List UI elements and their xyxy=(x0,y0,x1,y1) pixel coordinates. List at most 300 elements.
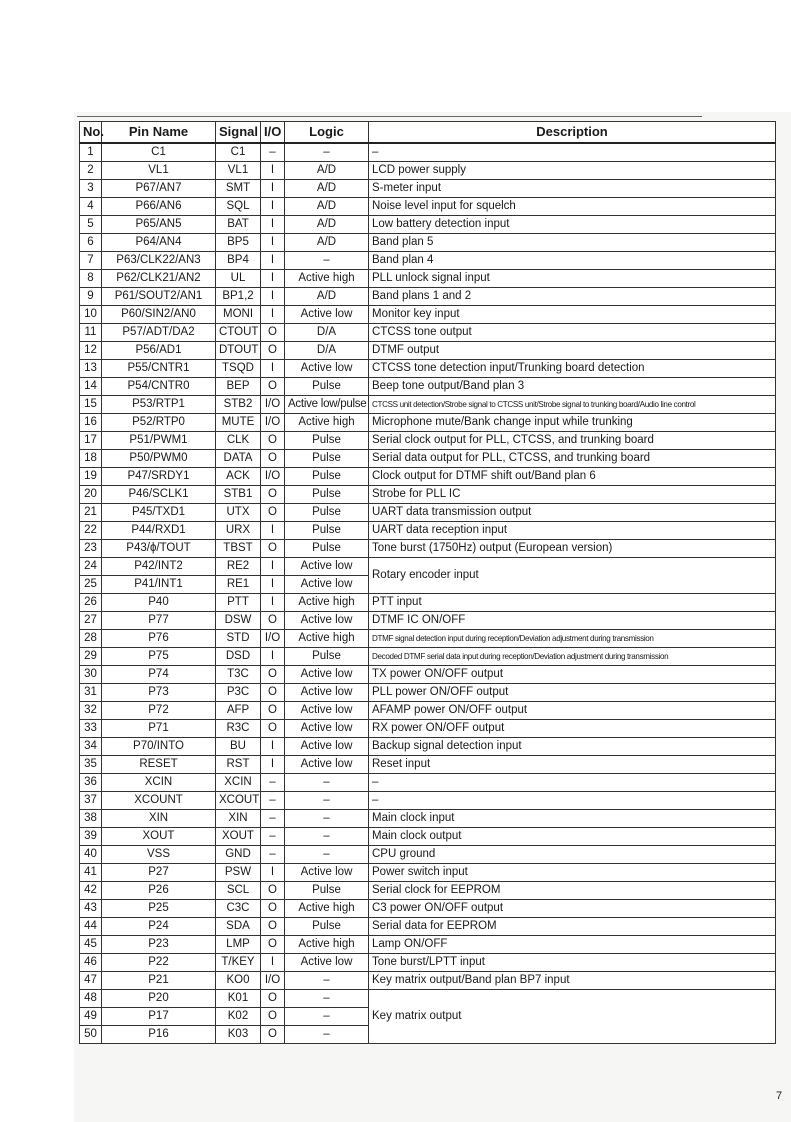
pin-description: Strobe for PLL IC xyxy=(369,486,776,504)
pin-signal: XIN xyxy=(216,810,261,828)
pin-no: 36 xyxy=(80,774,102,792)
pin-signal: BEP xyxy=(216,378,261,396)
table-row xyxy=(80,702,776,720)
header-description: Description xyxy=(369,122,776,144)
pin-name: P16 xyxy=(102,1026,216,1044)
pin-no: 18 xyxy=(80,450,102,468)
pin-description: C3 power ON/OFF output xyxy=(369,900,776,918)
pin-signal: BAT xyxy=(216,216,261,234)
pin-logic: Active low xyxy=(285,684,369,702)
pin-io: I xyxy=(261,864,285,882)
table-row xyxy=(80,936,776,954)
pin-logic: – xyxy=(285,792,369,810)
pin-description: Main clock input xyxy=(369,810,776,828)
pin-no: 2 xyxy=(80,162,102,180)
pin-logic: Active low xyxy=(285,360,369,378)
pin-no: 23 xyxy=(80,540,102,558)
pin-description: PLL power ON/OFF output xyxy=(369,684,776,702)
pin-io: I xyxy=(261,558,285,576)
pin-logic: D/A xyxy=(285,342,369,360)
pin-name: P56/AD1 xyxy=(102,342,216,360)
pin-no: 5 xyxy=(80,216,102,234)
pin-signal: UL xyxy=(216,270,261,288)
pin-description: CTCSS tone detection input/Trunking board detection xyxy=(369,360,776,378)
pin-name: P23 xyxy=(102,936,216,954)
table-row xyxy=(80,432,776,450)
pin-description: Band plans 1 and 2 xyxy=(369,288,776,306)
pin-description: – xyxy=(369,143,776,162)
pin-description: Key matrix output/Band plan BP7 input xyxy=(369,972,776,990)
pin-io: I/O xyxy=(261,468,285,486)
pin-description: Low battery detection input xyxy=(369,216,776,234)
pin-signal: MONI xyxy=(216,306,261,324)
pin-logic: A/D xyxy=(285,162,369,180)
pin-io: I xyxy=(261,756,285,774)
pin-logic: – xyxy=(285,846,369,864)
pin-no: 3 xyxy=(80,180,102,198)
table-row xyxy=(80,990,776,1008)
pin-signal: C3C xyxy=(216,900,261,918)
table-row xyxy=(80,324,776,342)
pin-no: 44 xyxy=(80,918,102,936)
pin-io: I xyxy=(261,648,285,666)
pin-description: Noise level input for squelch xyxy=(369,198,776,216)
pin-io: O xyxy=(261,378,285,396)
pin-logic: Active low xyxy=(285,306,369,324)
table-row xyxy=(80,900,776,918)
table-row xyxy=(80,774,776,792)
table-row xyxy=(80,954,776,972)
table-row xyxy=(80,216,776,234)
pin-name: P65/AN5 xyxy=(102,216,216,234)
pin-signal: STD xyxy=(216,630,261,648)
pin-signal: PSW xyxy=(216,864,261,882)
table-row xyxy=(80,486,776,504)
pin-io: O xyxy=(261,540,285,558)
pin-description: UART data reception input xyxy=(369,522,776,540)
pin-name: P26 xyxy=(102,882,216,900)
pin-description: DTMF IC ON/OFF xyxy=(369,612,776,630)
pin-no: 9 xyxy=(80,288,102,306)
pin-io: I xyxy=(261,198,285,216)
pin-name: P76 xyxy=(102,630,216,648)
pin-name: P41/INT1 xyxy=(102,576,216,594)
table-row xyxy=(80,594,776,612)
pin-name: P44/RXD1 xyxy=(102,522,216,540)
pin-signal: C1 xyxy=(216,143,261,162)
pin-no: 34 xyxy=(80,738,102,756)
pin-no: 14 xyxy=(80,378,102,396)
pin-signal: TSQD xyxy=(216,360,261,378)
pin-io: O xyxy=(261,882,285,900)
pin-name: P75 xyxy=(102,648,216,666)
pin-logic: Active low/pulse xyxy=(285,396,369,414)
pin-description: Microphone mute/Bank change input while trunking xyxy=(369,414,776,432)
pin-description: RX power ON/OFF output xyxy=(369,720,776,738)
pin-signal: ACK xyxy=(216,468,261,486)
pin-name: P22 xyxy=(102,954,216,972)
table-row xyxy=(80,414,776,432)
table-row xyxy=(80,504,776,522)
pin-logic: A/D xyxy=(285,180,369,198)
header-pin-name: Pin Name xyxy=(102,122,216,144)
pin-no: 47 xyxy=(80,972,102,990)
pin-description: Band plan 4 xyxy=(369,252,776,270)
pin-io: I xyxy=(261,180,285,198)
pin-name: P73 xyxy=(102,684,216,702)
pin-logic: – xyxy=(285,1008,369,1026)
pin-io: O xyxy=(261,504,285,522)
pin-name: P62/CLK21/AN2 xyxy=(102,270,216,288)
pin-no: 26 xyxy=(80,594,102,612)
pin-description: Decoded DTMF serial data input during reception/Deviation adjustment during transmission xyxy=(369,648,776,666)
pin-logic: A/D xyxy=(285,198,369,216)
pin-description: – xyxy=(369,792,776,810)
pin-no: 7 xyxy=(80,252,102,270)
pin-logic: A/D xyxy=(285,234,369,252)
pin-name: XCIN xyxy=(102,774,216,792)
pin-name: P54/CNTR0 xyxy=(102,378,216,396)
pin-signal: GND xyxy=(216,846,261,864)
pin-no: 27 xyxy=(80,612,102,630)
pin-name: P50/PWM0 xyxy=(102,450,216,468)
pin-name: P77 xyxy=(102,612,216,630)
top-rule xyxy=(77,116,702,117)
pin-no: 25 xyxy=(80,576,102,594)
pin-io: I xyxy=(261,576,285,594)
pin-description: DTMF signal detection input during reception/Deviation adjustment during transmission xyxy=(369,630,776,648)
pin-no: 35 xyxy=(80,756,102,774)
pin-description: UART data transmission output xyxy=(369,504,776,522)
pin-signal: URX xyxy=(216,522,261,540)
pin-name: P63/CLK22/AN3 xyxy=(102,252,216,270)
pin-io: I xyxy=(261,954,285,972)
table-row xyxy=(80,864,776,882)
pin-signal: RE1 xyxy=(216,576,261,594)
table-row xyxy=(80,198,776,216)
pin-name: XIN xyxy=(102,810,216,828)
pin-no: 50 xyxy=(80,1026,102,1044)
pin-io: – xyxy=(261,792,285,810)
pin-logic: Active low xyxy=(285,612,369,630)
pin-signal: DSW xyxy=(216,612,261,630)
pin-signal: BU xyxy=(216,738,261,756)
pin-io: – xyxy=(261,810,285,828)
pin-no: 45 xyxy=(80,936,102,954)
pin-io: I xyxy=(261,234,285,252)
pin-logic: Active low xyxy=(285,954,369,972)
pin-description: Clock output for DTMF shift out/Band plan 6 xyxy=(369,468,776,486)
pin-signal: T3C xyxy=(216,666,261,684)
header-logic: Logic xyxy=(285,122,369,144)
pin-description: Monitor key input xyxy=(369,306,776,324)
pin-no: 39 xyxy=(80,828,102,846)
pin-signal: BP4 xyxy=(216,252,261,270)
table-row xyxy=(80,810,776,828)
pin-logic: Active high xyxy=(285,594,369,612)
pin-description: Serial data output for PLL, CTCSS, and trunking board xyxy=(369,450,776,468)
pin-no: 20 xyxy=(80,486,102,504)
table-row xyxy=(80,738,776,756)
table-row xyxy=(80,684,776,702)
pin-description: PLL unlock signal input xyxy=(369,270,776,288)
pin-description: – xyxy=(369,774,776,792)
pin-description: Lamp ON/OFF xyxy=(369,936,776,954)
pin-description: Serial clock for EEPROM xyxy=(369,882,776,900)
pin-name: P61/SOUT2/AN1 xyxy=(102,288,216,306)
table-row xyxy=(80,540,776,558)
table-row xyxy=(80,360,776,378)
pin-io: O xyxy=(261,486,285,504)
pin-no: 33 xyxy=(80,720,102,738)
pin-description: CTCSS unit detection/Strobe signal to CTCSS unit/Strobe signal to trunking board/Audio line control xyxy=(369,396,776,414)
pin-signal: XOUT xyxy=(216,828,261,846)
pin-signal: AFP xyxy=(216,702,261,720)
pin-logic: D/A xyxy=(285,324,369,342)
table-row xyxy=(80,342,776,360)
pin-name: P70/INTO xyxy=(102,738,216,756)
pin-name: P47/SRDY1 xyxy=(102,468,216,486)
pin-description: Beep tone output/Band plan 3 xyxy=(369,378,776,396)
pin-signal: K03 xyxy=(216,1026,261,1044)
pin-signal: VL1 xyxy=(216,162,261,180)
table-row xyxy=(80,252,776,270)
pin-no: 10 xyxy=(80,306,102,324)
pin-signal: SMT xyxy=(216,180,261,198)
table-row xyxy=(80,720,776,738)
pin-description: PTT input xyxy=(369,594,776,612)
pin-logic: Active low xyxy=(285,756,369,774)
pin-io: I xyxy=(261,216,285,234)
pin-io: I/O xyxy=(261,972,285,990)
pin-logic: – xyxy=(285,810,369,828)
pin-io: O xyxy=(261,342,285,360)
pin-logic: Pulse xyxy=(285,378,369,396)
pin-description: Backup signal detection input xyxy=(369,738,776,756)
pin-io: I xyxy=(261,594,285,612)
pin-signal: K02 xyxy=(216,1008,261,1026)
pin-signal: LMP xyxy=(216,936,261,954)
pin-logic: Active low xyxy=(285,702,369,720)
pin-logic: – xyxy=(285,143,369,162)
pin-name: P72 xyxy=(102,702,216,720)
pin-io: O xyxy=(261,666,285,684)
pin-no: 1 xyxy=(80,143,102,162)
pin-name: P53/RTP1 xyxy=(102,396,216,414)
pin-logic: Active low xyxy=(285,864,369,882)
header-signal: Signal xyxy=(216,122,261,144)
pin-name: P25 xyxy=(102,900,216,918)
pin-no: 29 xyxy=(80,648,102,666)
pin-description: Key matrix output xyxy=(369,990,776,1044)
pin-description: LCD power supply xyxy=(369,162,776,180)
table-row xyxy=(80,468,776,486)
pin-name: P67/AN7 xyxy=(102,180,216,198)
pin-description: Band plan 5 xyxy=(369,234,776,252)
table-row xyxy=(80,234,776,252)
table-row xyxy=(80,918,776,936)
pin-signal: K01 xyxy=(216,990,261,1008)
table-row xyxy=(80,648,776,666)
pin-signal: SDA xyxy=(216,918,261,936)
pin-signal: RE2 xyxy=(216,558,261,576)
pin-signal: STB1 xyxy=(216,486,261,504)
pin-no: 37 xyxy=(80,792,102,810)
pin-no: 21 xyxy=(80,504,102,522)
pin-io: I/O xyxy=(261,414,285,432)
pin-name: P60/SIN2/AN0 xyxy=(102,306,216,324)
pin-name: P17 xyxy=(102,1008,216,1026)
pin-name: P64/AN4 xyxy=(102,234,216,252)
pin-signal: XCIN xyxy=(216,774,261,792)
pin-description: Power switch input xyxy=(369,864,776,882)
pin-no: 15 xyxy=(80,396,102,414)
page-number: 7 xyxy=(776,1090,783,1102)
pin-table xyxy=(79,121,776,1044)
pin-name: P71 xyxy=(102,720,216,738)
pin-logic: Active low xyxy=(285,666,369,684)
pin-signal: DATA xyxy=(216,450,261,468)
pin-description: S-meter input xyxy=(369,180,776,198)
table-row xyxy=(80,630,776,648)
pin-io: I xyxy=(261,522,285,540)
pin-signal: DTOUT xyxy=(216,342,261,360)
table-row xyxy=(80,882,776,900)
pin-description: TX power ON/OFF output xyxy=(369,666,776,684)
pin-logic: – xyxy=(285,774,369,792)
pin-description: Rotary encoder input xyxy=(369,558,776,594)
pin-io: O xyxy=(261,612,285,630)
pin-description: Serial clock output for PLL, CTCSS, and trunking board xyxy=(369,432,776,450)
pin-name: P51/PWM1 xyxy=(102,432,216,450)
pin-name: P57/ADT/DA2 xyxy=(102,324,216,342)
pin-name: P20 xyxy=(102,990,216,1008)
table-row xyxy=(80,306,776,324)
table-row xyxy=(80,522,776,540)
table-row xyxy=(80,162,776,180)
pin-io: I xyxy=(261,270,285,288)
table-row xyxy=(80,396,776,414)
pin-logic: Active low xyxy=(285,576,369,594)
pin-io: O xyxy=(261,432,285,450)
pin-signal: DSD xyxy=(216,648,261,666)
pin-signal: UTX xyxy=(216,504,261,522)
table-row xyxy=(80,270,776,288)
pin-no: 11 xyxy=(80,324,102,342)
table-row xyxy=(80,378,776,396)
pin-logic: Pulse xyxy=(285,468,369,486)
pin-logic: A/D xyxy=(285,216,369,234)
pin-name: P43/ϕ/TOUT xyxy=(102,540,216,558)
table-row xyxy=(80,792,776,810)
pin-name: P21 xyxy=(102,972,216,990)
pin-no: 30 xyxy=(80,666,102,684)
pin-io: I xyxy=(261,738,285,756)
pin-logic: Pulse xyxy=(285,882,369,900)
pin-signal: BP5 xyxy=(216,234,261,252)
pin-logic: Active low xyxy=(285,720,369,738)
pin-no: 38 xyxy=(80,810,102,828)
pin-no: 6 xyxy=(80,234,102,252)
pin-logic: – xyxy=(285,828,369,846)
pin-logic: Active high xyxy=(285,900,369,918)
pin-signal: STB2 xyxy=(216,396,261,414)
pin-name: XOUT xyxy=(102,828,216,846)
pin-logic: – xyxy=(285,990,369,1008)
pin-io: O xyxy=(261,918,285,936)
pin-signal: BP1,2 xyxy=(216,288,261,306)
pin-no: 42 xyxy=(80,882,102,900)
pin-description: Tone burst (1750Hz) output (European version) xyxy=(369,540,776,558)
pin-io: – xyxy=(261,828,285,846)
pin-name: P24 xyxy=(102,918,216,936)
pin-no: 28 xyxy=(80,630,102,648)
table-row xyxy=(80,666,776,684)
pin-logic: Active high xyxy=(285,270,369,288)
pin-io: O xyxy=(261,720,285,738)
table-row xyxy=(80,828,776,846)
pin-no: 43 xyxy=(80,900,102,918)
pin-no: 49 xyxy=(80,1008,102,1026)
pin-no: 12 xyxy=(80,342,102,360)
pin-name: P46/SCLK1 xyxy=(102,486,216,504)
pin-logic: A/D xyxy=(285,288,369,306)
pin-no: 8 xyxy=(80,270,102,288)
pin-signal: CLK xyxy=(216,432,261,450)
pin-signal: XCOUT xyxy=(216,792,261,810)
pin-description: Tone burst/LPTT input xyxy=(369,954,776,972)
pin-name: P42/INT2 xyxy=(102,558,216,576)
pin-logic: Pulse xyxy=(285,432,369,450)
header-io: I/O xyxy=(261,122,285,144)
header-row xyxy=(80,122,776,144)
pin-io: I xyxy=(261,360,285,378)
table-row xyxy=(80,972,776,990)
pin-io: I xyxy=(261,306,285,324)
table-row xyxy=(80,180,776,198)
pin-no: 19 xyxy=(80,468,102,486)
table-row xyxy=(80,558,776,576)
pin-logic: Pulse xyxy=(285,450,369,468)
pin-description: CTCSS tone output xyxy=(369,324,776,342)
header-no: No. xyxy=(80,122,102,144)
pin-signal: CTOUT xyxy=(216,324,261,342)
pin-io: O xyxy=(261,990,285,1008)
pin-signal: T/KEY xyxy=(216,954,261,972)
pin-no: 17 xyxy=(80,432,102,450)
pin-io: O xyxy=(261,1008,285,1026)
pin-io: O xyxy=(261,936,285,954)
pin-logic: Pulse xyxy=(285,648,369,666)
pin-io: O xyxy=(261,1026,285,1044)
pin-signal: SQL xyxy=(216,198,261,216)
pin-logic: Pulse xyxy=(285,486,369,504)
table-row xyxy=(80,846,776,864)
pin-name: XCOUNT xyxy=(102,792,216,810)
pin-io: – xyxy=(261,846,285,864)
pin-io: O xyxy=(261,324,285,342)
table-row xyxy=(80,612,776,630)
pin-rows xyxy=(80,143,776,1044)
pin-logic: Pulse xyxy=(285,918,369,936)
pin-description: AFAMP power ON/OFF output xyxy=(369,702,776,720)
table-row xyxy=(80,143,776,162)
pin-signal: R3C xyxy=(216,720,261,738)
pin-signal: RST xyxy=(216,756,261,774)
pin-name: P52/RTP0 xyxy=(102,414,216,432)
pin-description: Reset input xyxy=(369,756,776,774)
pin-name: P66/AN6 xyxy=(102,198,216,216)
